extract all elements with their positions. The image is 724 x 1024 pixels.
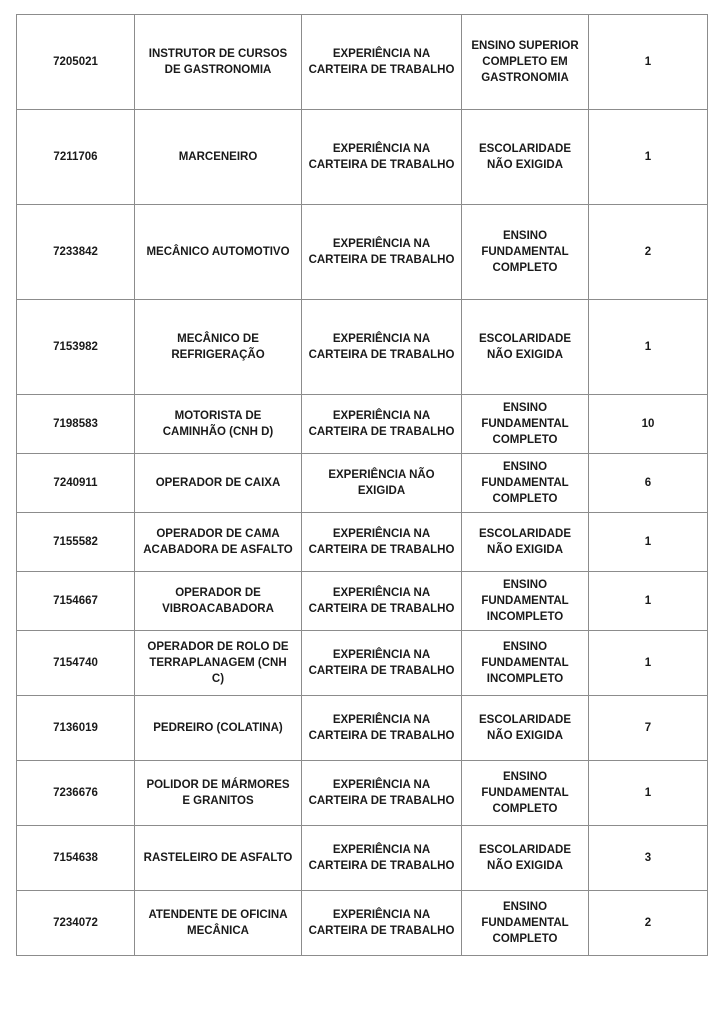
table-row (17, 205, 708, 300)
table-row (17, 572, 708, 631)
job-education-cell (462, 110, 589, 205)
job-experience-cell (302, 454, 462, 513)
job-code: 7198583 (53, 418, 98, 430)
job-code: 7211706 (53, 151, 98, 163)
job-vacancies: 2 (644, 246, 652, 258)
job-code-cell (17, 205, 135, 300)
table-row (17, 395, 708, 454)
job-experience: EXPERIÊNCIA NA CARTEIRA DE TRABALHO (308, 714, 455, 742)
job-vacancies-cell (589, 15, 708, 110)
job-vacancies: 7 (644, 722, 652, 734)
table-row (17, 696, 708, 761)
job-experience-cell (302, 205, 462, 300)
job-experience: EXPERIÊNCIA NA CARTEIRA DE TRABALHO (308, 909, 455, 937)
job-vacancies: 1 (644, 56, 652, 68)
job-code: 7233842 (53, 246, 98, 258)
job-role-cell (135, 110, 302, 205)
job-education: ESCOLARIDADE NÃO EXIGIDA (478, 333, 571, 361)
job-education-cell (462, 696, 589, 761)
job-education: ENSINO FUNDAMENTAL INCOMPLETO (481, 579, 569, 623)
table-row (17, 454, 708, 513)
job-role: POLIDOR DE MÁRMORES E GRANITOS (146, 779, 290, 807)
job-education: ENSINO FUNDAMENTAL COMPLETO (481, 230, 569, 274)
table-row (17, 15, 708, 110)
job-role: INSTRUTOR DE CURSOS DE GASTRONOMIA (148, 48, 288, 76)
job-vacancies: 3 (644, 852, 652, 864)
job-experience: EXPERIÊNCIA NA CARTEIRA DE TRABALHO (308, 333, 455, 361)
job-listing-page (16, 14, 707, 956)
job-experience-cell (302, 15, 462, 110)
job-role-cell (135, 631, 302, 696)
job-experience: EXPERIÊNCIA NA CARTEIRA DE TRABALHO (308, 410, 455, 438)
job-code-cell (17, 454, 135, 513)
job-education: ENSINO SUPERIOR COMPLETO EM GASTRONOMIA (471, 40, 579, 84)
job-vacancies-cell (589, 205, 708, 300)
job-experience: EXPERIÊNCIA NA CARTEIRA DE TRABALHO (308, 587, 455, 615)
job-experience: EXPERIÊNCIA NA CARTEIRA DE TRABALHO (308, 649, 455, 677)
table-row (17, 891, 708, 956)
job-code: 7154740 (53, 657, 98, 669)
job-experience-cell (302, 572, 462, 631)
job-role: RASTELEIRO DE ASFALTO (143, 852, 293, 864)
table-row (17, 110, 708, 205)
job-vacancies-cell (589, 454, 708, 513)
job-code-cell (17, 513, 135, 572)
job-education-cell (462, 631, 589, 696)
job-experience: EXPERIÊNCIA NÃO EXIGIDA (328, 469, 435, 497)
job-role: MARCENEIRO (178, 151, 258, 163)
job-code-cell (17, 300, 135, 395)
job-role: OPERADOR DE CAMA ACABADORA DE ASFALTO (143, 528, 293, 556)
job-vacancies-cell (589, 395, 708, 454)
job-experience-cell (302, 110, 462, 205)
job-education: ESCOLARIDADE NÃO EXIGIDA (478, 528, 571, 556)
job-education-cell (462, 826, 589, 891)
job-vacancies-cell (589, 631, 708, 696)
job-vacancies-table (16, 14, 708, 956)
job-role-cell (135, 572, 302, 631)
table-row (17, 300, 708, 395)
job-code: 7155582 (53, 536, 98, 548)
job-role-cell (135, 205, 302, 300)
job-vacancies-cell (589, 761, 708, 826)
job-code-cell (17, 110, 135, 205)
job-code: 7154638 (53, 852, 98, 864)
job-role-cell (135, 761, 302, 826)
job-role: MECÂNICO AUTOMOTIVO (146, 246, 290, 258)
job-role: OPERADOR DE VIBROACABADORA (162, 587, 274, 615)
job-code-cell (17, 631, 135, 696)
job-role-cell (135, 891, 302, 956)
job-vacancies-cell (589, 696, 708, 761)
job-vacancies-cell (589, 110, 708, 205)
job-experience: EXPERIÊNCIA NA CARTEIRA DE TRABALHO (308, 779, 455, 807)
job-role-cell (135, 826, 302, 891)
job-code: 7136019 (53, 722, 98, 734)
job-education-cell (462, 513, 589, 572)
job-education-cell (462, 761, 589, 826)
job-role-cell (135, 300, 302, 395)
job-education-cell (462, 395, 589, 454)
job-education: ENSINO FUNDAMENTAL COMPLETO (481, 771, 569, 815)
job-role: ATENDENTE DE OFICINA MECÂNICA (148, 909, 288, 937)
job-education-cell (462, 300, 589, 395)
job-vacancies-cell (589, 513, 708, 572)
job-experience: EXPERIÊNCIA NA CARTEIRA DE TRABALHO (308, 143, 455, 171)
table-row (17, 826, 708, 891)
job-code-cell (17, 395, 135, 454)
job-education: ENSINO FUNDAMENTAL COMPLETO (481, 901, 569, 945)
job-vacancies-cell (589, 300, 708, 395)
job-vacancies: 6 (644, 477, 652, 489)
table-row (17, 631, 708, 696)
job-vacancies-cell (589, 891, 708, 956)
job-vacancies: 1 (644, 595, 652, 607)
job-education-cell (462, 15, 589, 110)
job-role-cell (135, 395, 302, 454)
job-code-cell (17, 826, 135, 891)
job-vacancies-cell (589, 826, 708, 891)
job-code-cell (17, 761, 135, 826)
job-education: ENSINO FUNDAMENTAL INCOMPLETO (481, 641, 569, 685)
job-education: ESCOLARIDADE NÃO EXIGIDA (478, 143, 571, 171)
job-code: 7154667 (53, 595, 98, 607)
job-code: 7236676 (53, 787, 98, 799)
job-vacancies: 10 (641, 418, 655, 430)
job-code-cell (17, 572, 135, 631)
job-experience-cell (302, 300, 462, 395)
job-vacancies: 1 (644, 151, 652, 163)
job-experience: EXPERIÊNCIA NA CARTEIRA DE TRABALHO (308, 238, 455, 266)
job-experience: EXPERIÊNCIA NA CARTEIRA DE TRABALHO (308, 528, 455, 556)
job-role: OPERADOR DE ROLO DE TERRAPLANAGEM (CNH C) (147, 641, 289, 685)
job-experience-cell (302, 696, 462, 761)
job-education: ESCOLARIDADE NÃO EXIGIDA (478, 844, 571, 872)
job-experience: EXPERIÊNCIA NA CARTEIRA DE TRABALHO (308, 48, 455, 76)
job-vacancies: 1 (644, 536, 652, 548)
job-role: MECÂNICO DE REFRIGERAÇÃO (171, 333, 265, 361)
job-role: MOTORISTA DE CAMINHÃO (CNH D) (162, 410, 274, 438)
table-row (17, 761, 708, 826)
job-experience-cell (302, 513, 462, 572)
job-vacancies: 2 (644, 917, 652, 929)
job-role-cell (135, 15, 302, 110)
job-code-cell (17, 891, 135, 956)
job-experience-cell (302, 891, 462, 956)
job-code: 7153982 (53, 341, 98, 353)
job-experience: EXPERIÊNCIA NA CARTEIRA DE TRABALHO (308, 844, 455, 872)
job-role-cell (135, 513, 302, 572)
job-education-cell (462, 454, 589, 513)
job-code: 7234072 (53, 917, 98, 929)
job-vacancies: 1 (644, 787, 652, 799)
job-vacancies: 1 (644, 657, 652, 669)
job-code-cell (17, 696, 135, 761)
job-role: OPERADOR DE CAIXA (155, 477, 281, 489)
job-role-cell (135, 696, 302, 761)
job-code-cell (17, 15, 135, 110)
job-vacancies-cell (589, 572, 708, 631)
job-role-cell (135, 454, 302, 513)
job-vacancies: 1 (644, 341, 652, 353)
job-experience-cell (302, 631, 462, 696)
job-education: ENSINO FUNDAMENTAL COMPLETO (481, 461, 569, 505)
job-experience-cell (302, 395, 462, 454)
job-experience-cell (302, 826, 462, 891)
job-education: ESCOLARIDADE NÃO EXIGIDA (478, 714, 571, 742)
job-education-cell (462, 891, 589, 956)
job-code: 7240911 (53, 477, 98, 489)
job-code: 7205021 (53, 56, 98, 68)
job-education: ENSINO FUNDAMENTAL COMPLETO (481, 402, 569, 446)
job-experience-cell (302, 761, 462, 826)
job-role: PEDREIRO (COLATINA) (153, 722, 283, 734)
job-education-cell (462, 572, 589, 631)
job-education-cell (462, 205, 589, 300)
table-row (17, 513, 708, 572)
